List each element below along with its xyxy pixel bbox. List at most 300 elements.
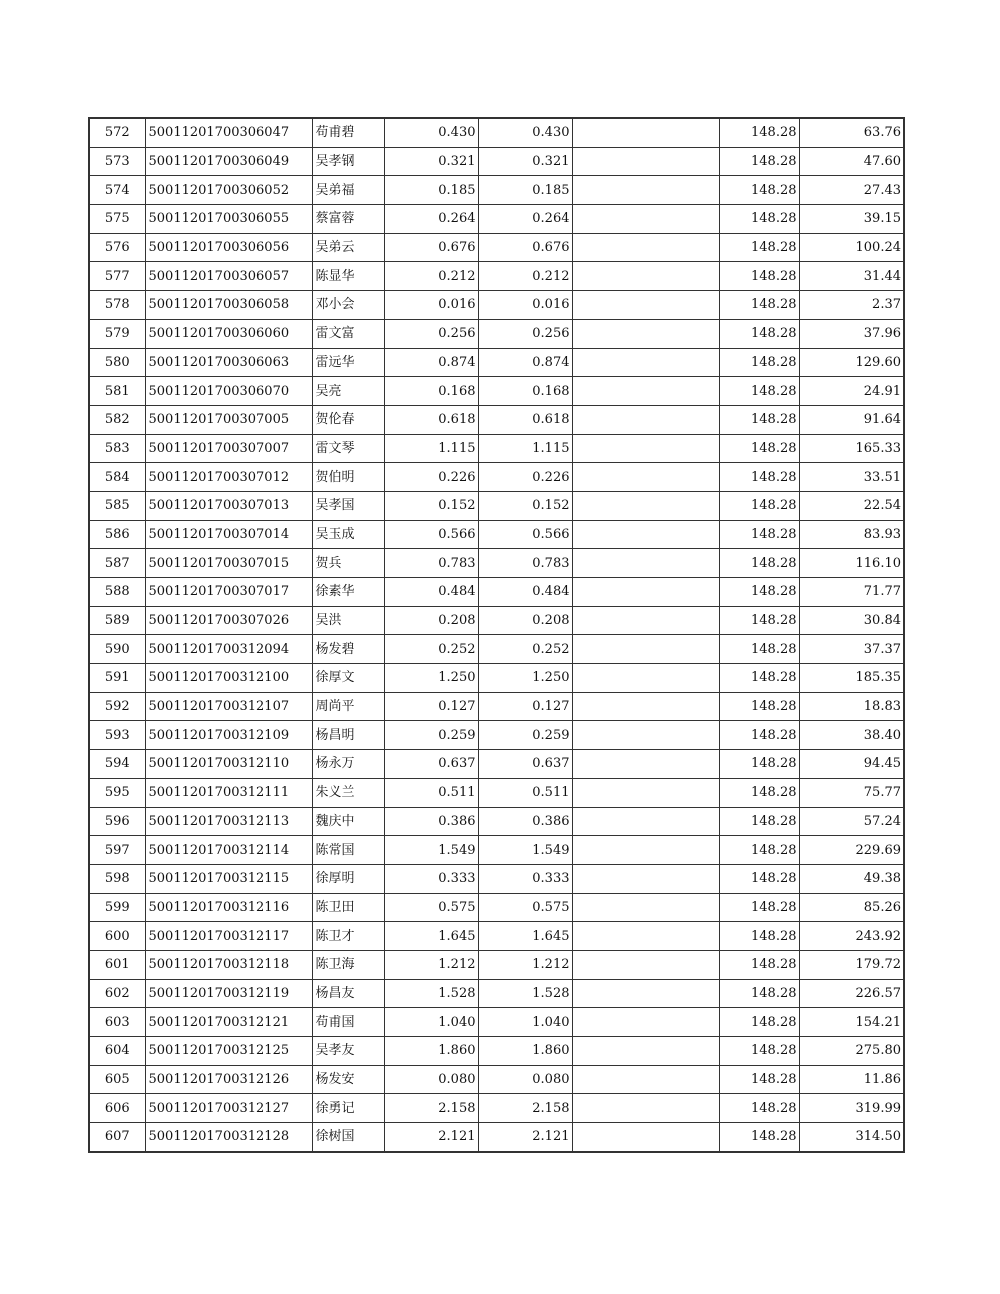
parcel-code-cell: 50011201700307013 bbox=[145, 491, 312, 520]
owner-name-cell: 杨昌明 bbox=[312, 721, 384, 750]
unit-price-cell: 148.28 bbox=[719, 778, 799, 807]
blank-cell-cell bbox=[572, 319, 719, 348]
row-number-cell: 579 bbox=[89, 319, 145, 348]
area-value-cell: 0.676 bbox=[384, 233, 478, 262]
area-value-cell: 0.168 bbox=[384, 377, 478, 406]
row-number-cell: 603 bbox=[89, 1008, 145, 1037]
blank-cell-cell bbox=[572, 147, 719, 176]
parcel-code-cell: 50011201700306055 bbox=[145, 205, 312, 234]
row-number-cell: 599 bbox=[89, 893, 145, 922]
confirmed-area-cell: 0.874 bbox=[478, 348, 572, 377]
area-value-cell: 0.127 bbox=[384, 692, 478, 721]
parcel-code-cell: 50011201700312117 bbox=[145, 922, 312, 951]
row-number-cell: 605 bbox=[89, 1065, 145, 1094]
area-value-cell: 1.528 bbox=[384, 979, 478, 1008]
confirmed-area-cell: 0.152 bbox=[478, 491, 572, 520]
blank-cell-cell bbox=[572, 463, 719, 492]
row-number-cell: 596 bbox=[89, 807, 145, 836]
amount-cell: 49.38 bbox=[799, 864, 904, 893]
area-value-cell: 0.185 bbox=[384, 176, 478, 205]
owner-name-cell: 徐厚明 bbox=[312, 864, 384, 893]
table-row bbox=[89, 864, 904, 893]
owner-name-cell: 杨发碧 bbox=[312, 635, 384, 664]
area-value-cell: 0.208 bbox=[384, 606, 478, 635]
parcel-code-cell: 50011201700307017 bbox=[145, 578, 312, 607]
owner-name-cell: 吴弟云 bbox=[312, 233, 384, 262]
blank-cell-cell bbox=[572, 836, 719, 865]
row-number-cell: 576 bbox=[89, 233, 145, 262]
blank-cell-cell bbox=[572, 262, 719, 291]
blank-cell-cell bbox=[572, 1123, 719, 1152]
amount-cell: 71.77 bbox=[799, 578, 904, 607]
unit-price-cell: 148.28 bbox=[719, 578, 799, 607]
confirmed-area-cell: 0.783 bbox=[478, 549, 572, 578]
area-value-cell: 0.226 bbox=[384, 463, 478, 492]
blank-cell-cell bbox=[572, 664, 719, 693]
table-row bbox=[89, 233, 904, 262]
row-number-cell: 587 bbox=[89, 549, 145, 578]
row-number-cell: 591 bbox=[89, 664, 145, 693]
area-value-cell: 1.860 bbox=[384, 1037, 478, 1066]
row-number-cell: 602 bbox=[89, 979, 145, 1008]
unit-price-cell: 148.28 bbox=[719, 721, 799, 750]
owner-name-cell: 吴弟福 bbox=[312, 176, 384, 205]
area-value-cell: 0.152 bbox=[384, 491, 478, 520]
amount-cell: 37.96 bbox=[799, 319, 904, 348]
confirmed-area-cell: 0.208 bbox=[478, 606, 572, 635]
owner-name-cell: 贺兵 bbox=[312, 549, 384, 578]
blank-cell-cell bbox=[572, 1094, 719, 1123]
unit-price-cell: 148.28 bbox=[719, 205, 799, 234]
amount-cell: 57.24 bbox=[799, 807, 904, 836]
area-value-cell: 0.264 bbox=[384, 205, 478, 234]
table-row bbox=[89, 1094, 904, 1123]
unit-price-cell: 148.28 bbox=[719, 864, 799, 893]
area-value-cell: 0.212 bbox=[384, 262, 478, 291]
owner-name-cell: 吴玉成 bbox=[312, 520, 384, 549]
confirmed-area-cell: 0.637 bbox=[478, 750, 572, 779]
unit-price-cell: 148.28 bbox=[719, 147, 799, 176]
confirmed-area-cell: 0.333 bbox=[478, 864, 572, 893]
parcel-code-cell: 50011201700307015 bbox=[145, 549, 312, 578]
blank-cell-cell bbox=[572, 578, 719, 607]
confirmed-area-cell: 1.549 bbox=[478, 836, 572, 865]
area-value-cell: 1.549 bbox=[384, 836, 478, 865]
area-value-cell: 0.637 bbox=[384, 750, 478, 779]
table-row bbox=[89, 1037, 904, 1066]
owner-name-cell: 徐勇记 bbox=[312, 1094, 384, 1123]
row-number-cell: 574 bbox=[89, 176, 145, 205]
table-row bbox=[89, 348, 904, 377]
row-number-cell: 607 bbox=[89, 1123, 145, 1152]
parcel-code-cell: 50011201700312114 bbox=[145, 836, 312, 865]
amount-cell: 38.40 bbox=[799, 721, 904, 750]
table-row bbox=[89, 1008, 904, 1037]
unit-price-cell: 148.28 bbox=[719, 319, 799, 348]
unit-price-cell: 148.28 bbox=[719, 233, 799, 262]
area-value-cell: 0.256 bbox=[384, 319, 478, 348]
blank-cell-cell bbox=[572, 377, 719, 406]
table-row bbox=[89, 463, 904, 492]
blank-cell-cell bbox=[572, 233, 719, 262]
confirmed-area-cell: 1.212 bbox=[478, 950, 572, 979]
unit-price-cell: 148.28 bbox=[719, 463, 799, 492]
owner-name-cell: 吴洪 bbox=[312, 606, 384, 635]
amount-cell: 47.60 bbox=[799, 147, 904, 176]
parcel-code-cell: 50011201700312110 bbox=[145, 750, 312, 779]
owner-name-cell: 杨昌友 bbox=[312, 979, 384, 1008]
area-value-cell: 0.484 bbox=[384, 578, 478, 607]
amount-cell: 85.26 bbox=[799, 893, 904, 922]
row-number-cell: 604 bbox=[89, 1037, 145, 1066]
table-row bbox=[89, 520, 904, 549]
unit-price-cell: 148.28 bbox=[719, 118, 799, 147]
confirmed-area-cell: 0.386 bbox=[478, 807, 572, 836]
parcel-code-cell: 50011201700307012 bbox=[145, 463, 312, 492]
confirmed-area-cell: 0.016 bbox=[478, 291, 572, 320]
area-value-cell: 1.040 bbox=[384, 1008, 478, 1037]
row-number-cell: 584 bbox=[89, 463, 145, 492]
row-number-cell: 601 bbox=[89, 950, 145, 979]
confirmed-area-cell: 1.528 bbox=[478, 979, 572, 1008]
row-number-cell: 588 bbox=[89, 578, 145, 607]
owner-name-cell: 徐厚文 bbox=[312, 664, 384, 693]
blank-cell-cell bbox=[572, 807, 719, 836]
parcel-code-cell: 50011201700312115 bbox=[145, 864, 312, 893]
blank-cell-cell bbox=[572, 176, 719, 205]
owner-name-cell: 杨发安 bbox=[312, 1065, 384, 1094]
table-row bbox=[89, 319, 904, 348]
row-number-cell: 573 bbox=[89, 147, 145, 176]
amount-cell: 129.60 bbox=[799, 348, 904, 377]
table-row bbox=[89, 377, 904, 406]
confirmed-area-cell: 0.127 bbox=[478, 692, 572, 721]
owner-name-cell: 雷文琴 bbox=[312, 434, 384, 463]
confirmed-area-cell: 1.860 bbox=[478, 1037, 572, 1066]
owner-name-cell: 吴孝友 bbox=[312, 1037, 384, 1066]
owner-name-cell: 周尚平 bbox=[312, 692, 384, 721]
amount-cell: 75.77 bbox=[799, 778, 904, 807]
blank-cell-cell bbox=[572, 348, 719, 377]
blank-cell-cell bbox=[572, 205, 719, 234]
parcel-code-cell: 50011201700306070 bbox=[145, 377, 312, 406]
unit-price-cell: 148.28 bbox=[719, 1094, 799, 1123]
row-number-cell: 585 bbox=[89, 491, 145, 520]
confirmed-area-cell: 0.484 bbox=[478, 578, 572, 607]
owner-name-cell: 徐素华 bbox=[312, 578, 384, 607]
area-value-cell: 0.016 bbox=[384, 291, 478, 320]
row-number-cell: 583 bbox=[89, 434, 145, 463]
area-value-cell: 2.121 bbox=[384, 1123, 478, 1152]
parcel-code-cell: 50011201700312116 bbox=[145, 893, 312, 922]
parcel-code-cell: 50011201700306060 bbox=[145, 319, 312, 348]
table-row bbox=[89, 950, 904, 979]
owner-name-cell: 陈显华 bbox=[312, 262, 384, 291]
unit-price-cell: 148.28 bbox=[719, 377, 799, 406]
owner-name-cell: 雷文富 bbox=[312, 319, 384, 348]
table-row bbox=[89, 778, 904, 807]
owner-name-cell: 贺伦春 bbox=[312, 405, 384, 434]
confirmed-area-cell: 0.676 bbox=[478, 233, 572, 262]
unit-price-cell: 148.28 bbox=[719, 1008, 799, 1037]
unit-price-cell: 148.28 bbox=[719, 1123, 799, 1152]
blank-cell-cell bbox=[572, 635, 719, 664]
table-row bbox=[89, 578, 904, 607]
parcel-code-cell: 50011201700307026 bbox=[145, 606, 312, 635]
area-value-cell: 0.252 bbox=[384, 635, 478, 664]
row-number-cell: 592 bbox=[89, 692, 145, 721]
row-number-cell: 598 bbox=[89, 864, 145, 893]
parcel-code-cell: 50011201700312118 bbox=[145, 950, 312, 979]
area-value-cell: 0.783 bbox=[384, 549, 478, 578]
confirmed-area-cell: 1.115 bbox=[478, 434, 572, 463]
unit-price-cell: 148.28 bbox=[719, 950, 799, 979]
area-value-cell: 0.080 bbox=[384, 1065, 478, 1094]
row-number-cell: 593 bbox=[89, 721, 145, 750]
amount-cell: 243.92 bbox=[799, 922, 904, 951]
row-number-cell: 589 bbox=[89, 606, 145, 635]
row-number-cell: 606 bbox=[89, 1094, 145, 1123]
parcel-code-cell: 50011201700312128 bbox=[145, 1123, 312, 1152]
unit-price-cell: 148.28 bbox=[719, 635, 799, 664]
unit-price-cell: 148.28 bbox=[719, 750, 799, 779]
confirmed-area-cell: 0.168 bbox=[478, 377, 572, 406]
owner-name-cell: 蔡富蓉 bbox=[312, 205, 384, 234]
area-value-cell: 1.212 bbox=[384, 950, 478, 979]
amount-cell: 24.91 bbox=[799, 377, 904, 406]
amount-cell: 11.86 bbox=[799, 1065, 904, 1094]
confirmed-area-cell: 0.185 bbox=[478, 176, 572, 205]
area-value-cell: 0.333 bbox=[384, 864, 478, 893]
owner-name-cell: 吴亮 bbox=[312, 377, 384, 406]
unit-price-cell: 148.28 bbox=[719, 291, 799, 320]
table-row bbox=[89, 1123, 904, 1152]
table-row bbox=[89, 549, 904, 578]
table-body bbox=[89, 118, 904, 1152]
blank-cell-cell bbox=[572, 118, 719, 147]
table-row bbox=[89, 979, 904, 1008]
parcel-code-cell: 50011201700306056 bbox=[145, 233, 312, 262]
row-number-cell: 590 bbox=[89, 635, 145, 664]
table-row bbox=[89, 664, 904, 693]
amount-cell: 37.37 bbox=[799, 635, 904, 664]
blank-cell-cell bbox=[572, 864, 719, 893]
amount-cell: 226.57 bbox=[799, 979, 904, 1008]
amount-cell: 154.21 bbox=[799, 1008, 904, 1037]
parcel-code-cell: 50011201700306047 bbox=[145, 118, 312, 147]
owner-name-cell: 雷远华 bbox=[312, 348, 384, 377]
parcel-code-cell: 50011201700312111 bbox=[145, 778, 312, 807]
table-row bbox=[89, 205, 904, 234]
owner-name-cell: 陈常国 bbox=[312, 836, 384, 865]
data-table-container bbox=[88, 117, 903, 1153]
blank-cell-cell bbox=[572, 405, 719, 434]
blank-cell-cell bbox=[572, 1037, 719, 1066]
parcel-code-cell: 50011201700306049 bbox=[145, 147, 312, 176]
amount-cell: 94.45 bbox=[799, 750, 904, 779]
row-number-cell: 586 bbox=[89, 520, 145, 549]
row-number-cell: 580 bbox=[89, 348, 145, 377]
area-value-cell: 1.115 bbox=[384, 434, 478, 463]
table-row bbox=[89, 147, 904, 176]
unit-price-cell: 148.28 bbox=[719, 692, 799, 721]
table-row bbox=[89, 692, 904, 721]
blank-cell-cell bbox=[572, 979, 719, 1008]
area-value-cell: 0.511 bbox=[384, 778, 478, 807]
unit-price-cell: 148.28 bbox=[719, 348, 799, 377]
amount-cell: 275.80 bbox=[799, 1037, 904, 1066]
unit-price-cell: 148.28 bbox=[719, 1065, 799, 1094]
owner-name-cell: 邓小会 bbox=[312, 291, 384, 320]
amount-cell: 63.76 bbox=[799, 118, 904, 147]
data-table bbox=[88, 117, 905, 1153]
parcel-code-cell: 50011201700307014 bbox=[145, 520, 312, 549]
row-number-cell: 594 bbox=[89, 750, 145, 779]
confirmed-area-cell: 0.575 bbox=[478, 893, 572, 922]
table-row bbox=[89, 750, 904, 779]
owner-name-cell: 苟甫国 bbox=[312, 1008, 384, 1037]
blank-cell-cell bbox=[572, 1008, 719, 1037]
unit-price-cell: 148.28 bbox=[719, 434, 799, 463]
blank-cell-cell bbox=[572, 950, 719, 979]
amount-cell: 83.93 bbox=[799, 520, 904, 549]
owner-name-cell: 朱义兰 bbox=[312, 778, 384, 807]
confirmed-area-cell: 1.040 bbox=[478, 1008, 572, 1037]
table-row bbox=[89, 836, 904, 865]
amount-cell: 100.24 bbox=[799, 233, 904, 262]
confirmed-area-cell: 0.212 bbox=[478, 262, 572, 291]
unit-price-cell: 148.28 bbox=[719, 807, 799, 836]
blank-cell-cell bbox=[572, 893, 719, 922]
parcel-code-cell: 50011201700307007 bbox=[145, 434, 312, 463]
table-row bbox=[89, 434, 904, 463]
row-number-cell: 577 bbox=[89, 262, 145, 291]
unit-price-cell: 148.28 bbox=[719, 836, 799, 865]
table-row bbox=[89, 635, 904, 664]
confirmed-area-cell: 1.250 bbox=[478, 664, 572, 693]
blank-cell-cell bbox=[572, 549, 719, 578]
owner-name-cell: 吴孝国 bbox=[312, 491, 384, 520]
table-row bbox=[89, 922, 904, 951]
parcel-code-cell: 50011201700312109 bbox=[145, 721, 312, 750]
row-number-cell: 582 bbox=[89, 405, 145, 434]
unit-price-cell: 148.28 bbox=[719, 176, 799, 205]
amount-cell: 229.69 bbox=[799, 836, 904, 865]
confirmed-area-cell: 0.080 bbox=[478, 1065, 572, 1094]
parcel-code-cell: 50011201700312121 bbox=[145, 1008, 312, 1037]
parcel-code-cell: 50011201700312119 bbox=[145, 979, 312, 1008]
area-value-cell: 2.158 bbox=[384, 1094, 478, 1123]
area-value-cell: 0.575 bbox=[384, 893, 478, 922]
area-value-cell: 0.618 bbox=[384, 405, 478, 434]
parcel-code-cell: 50011201700307005 bbox=[145, 405, 312, 434]
confirmed-area-cell: 0.252 bbox=[478, 635, 572, 664]
owner-name-cell: 陈卫海 bbox=[312, 950, 384, 979]
amount-cell: 39.15 bbox=[799, 205, 904, 234]
amount-cell: 31.44 bbox=[799, 262, 904, 291]
table-row bbox=[89, 893, 904, 922]
table-row bbox=[89, 1065, 904, 1094]
confirmed-area-cell: 0.226 bbox=[478, 463, 572, 492]
amount-cell: 2.37 bbox=[799, 291, 904, 320]
amount-cell: 18.83 bbox=[799, 692, 904, 721]
amount-cell: 179.72 bbox=[799, 950, 904, 979]
area-value-cell: 0.566 bbox=[384, 520, 478, 549]
parcel-code-cell: 50011201700312100 bbox=[145, 664, 312, 693]
area-value-cell: 1.250 bbox=[384, 664, 478, 693]
parcel-code-cell: 50011201700306058 bbox=[145, 291, 312, 320]
owner-name-cell: 杨永万 bbox=[312, 750, 384, 779]
amount-cell: 22.54 bbox=[799, 491, 904, 520]
amount-cell: 33.51 bbox=[799, 463, 904, 492]
unit-price-cell: 148.28 bbox=[719, 262, 799, 291]
row-number-cell: 597 bbox=[89, 836, 145, 865]
row-number-cell: 595 bbox=[89, 778, 145, 807]
table-row bbox=[89, 176, 904, 205]
unit-price-cell: 148.28 bbox=[719, 549, 799, 578]
blank-cell-cell bbox=[572, 922, 719, 951]
row-number-cell: 572 bbox=[89, 118, 145, 147]
area-value-cell: 0.386 bbox=[384, 807, 478, 836]
row-number-cell: 581 bbox=[89, 377, 145, 406]
row-number-cell: 575 bbox=[89, 205, 145, 234]
amount-cell: 185.35 bbox=[799, 664, 904, 693]
amount-cell: 27.43 bbox=[799, 176, 904, 205]
area-value-cell: 0.259 bbox=[384, 721, 478, 750]
parcel-code-cell: 50011201700312126 bbox=[145, 1065, 312, 1094]
blank-cell-cell bbox=[572, 491, 719, 520]
row-number-cell: 600 bbox=[89, 922, 145, 951]
parcel-code-cell: 50011201700312094 bbox=[145, 635, 312, 664]
table-row bbox=[89, 291, 904, 320]
confirmed-area-cell: 2.121 bbox=[478, 1123, 572, 1152]
parcel-code-cell: 50011201700306063 bbox=[145, 348, 312, 377]
area-value-cell: 0.321 bbox=[384, 147, 478, 176]
table-row bbox=[89, 118, 904, 147]
parcel-code-cell: 50011201700312107 bbox=[145, 692, 312, 721]
unit-price-cell: 148.28 bbox=[719, 893, 799, 922]
blank-cell-cell bbox=[572, 520, 719, 549]
owner-name-cell: 魏庆中 bbox=[312, 807, 384, 836]
confirmed-area-cell: 0.430 bbox=[478, 118, 572, 147]
blank-cell-cell bbox=[572, 692, 719, 721]
unit-price-cell: 148.28 bbox=[719, 664, 799, 693]
owner-name-cell: 陈卫田 bbox=[312, 893, 384, 922]
blank-cell-cell bbox=[572, 721, 719, 750]
table-row bbox=[89, 721, 904, 750]
parcel-code-cell: 50011201700306057 bbox=[145, 262, 312, 291]
blank-cell-cell bbox=[572, 434, 719, 463]
blank-cell-cell bbox=[572, 1065, 719, 1094]
parcel-code-cell: 50011201700312127 bbox=[145, 1094, 312, 1123]
owner-name-cell: 苟甫碧 bbox=[312, 118, 384, 147]
amount-cell: 30.84 bbox=[799, 606, 904, 635]
blank-cell-cell bbox=[572, 778, 719, 807]
owner-name-cell: 贺伯明 bbox=[312, 463, 384, 492]
area-value-cell: 1.645 bbox=[384, 922, 478, 951]
row-number-cell: 578 bbox=[89, 291, 145, 320]
amount-cell: 165.33 bbox=[799, 434, 904, 463]
confirmed-area-cell: 0.618 bbox=[478, 405, 572, 434]
confirmed-area-cell: 1.645 bbox=[478, 922, 572, 951]
parcel-code-cell: 50011201700306052 bbox=[145, 176, 312, 205]
unit-price-cell: 148.28 bbox=[719, 979, 799, 1008]
amount-cell: 116.10 bbox=[799, 549, 904, 578]
blank-cell-cell bbox=[572, 606, 719, 635]
unit-price-cell: 148.28 bbox=[719, 405, 799, 434]
confirmed-area-cell: 0.321 bbox=[478, 147, 572, 176]
unit-price-cell: 148.28 bbox=[719, 491, 799, 520]
